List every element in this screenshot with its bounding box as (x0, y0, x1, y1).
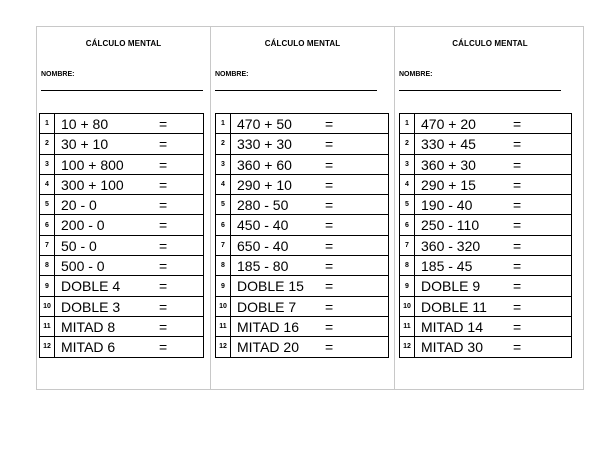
exercise-expression: 330 + 30 (237, 136, 292, 153)
equals-sign: = (159, 156, 168, 173)
name-field-line[interactable] (41, 90, 203, 91)
exercise-number: 3 (216, 154, 231, 174)
equals-sign: = (159, 298, 168, 315)
exercise-cell[interactable] (231, 174, 389, 194)
exercise-row (40, 154, 204, 174)
exercise-cell[interactable] (231, 195, 389, 215)
exercise-number: 3 (40, 154, 55, 174)
exercise-row (40, 195, 204, 215)
exercise-cell[interactable] (415, 337, 572, 357)
exercise-expression: 360 + 60 (237, 156, 292, 173)
column-divider (210, 27, 211, 389)
equals-sign: = (513, 217, 522, 234)
exercise-number: 10 (400, 296, 415, 316)
exercise-cell[interactable] (55, 276, 204, 296)
equals-sign: = (325, 217, 334, 234)
equals-sign: = (513, 298, 522, 315)
exercise-cell[interactable] (55, 337, 204, 357)
exercise-number: 7 (40, 235, 55, 255)
exercise-number: 12 (40, 337, 55, 357)
exercise-expression: 185 - 80 (237, 258, 289, 275)
exercise-cell[interactable] (415, 276, 572, 296)
equals-sign: = (325, 136, 334, 153)
exercise-row (400, 256, 572, 276)
exercise-number: 9 (40, 276, 55, 296)
exercise-expression: MITAD 14 (421, 318, 483, 335)
equals-sign: = (159, 116, 168, 132)
exercise-expression: DOBLE 15 (237, 278, 304, 295)
exercise-cell[interactable] (231, 337, 389, 357)
equals-sign: = (513, 318, 522, 335)
exercise-row (400, 154, 572, 174)
exercise-cell[interactable] (231, 134, 389, 154)
exercise-row (40, 256, 204, 276)
exercise-expression: 650 - 40 (237, 237, 289, 254)
exercise-row (400, 174, 572, 194)
exercise-cell[interactable] (415, 114, 572, 134)
equals-sign: = (325, 116, 334, 132)
exercise-cell[interactable] (415, 134, 572, 154)
name-label: NOMBRE: (215, 71, 249, 78)
exercise-cell[interactable] (231, 215, 389, 235)
exercise-expression: 50 - 0 (61, 237, 97, 254)
equals-sign: = (325, 318, 334, 335)
exercise-cell[interactable] (231, 114, 389, 134)
exercise-cell[interactable] (415, 174, 572, 194)
exercise-row (400, 215, 572, 235)
exercise-cell[interactable] (415, 235, 572, 255)
equals-sign: = (325, 197, 334, 214)
exercise-row (40, 134, 204, 154)
exercise-expression: 190 - 40 (421, 197, 473, 214)
exercise-expression: 470 + 50 (237, 116, 292, 132)
exercise-expression: 450 - 40 (237, 217, 289, 234)
exercise-row (40, 276, 204, 296)
exercise-number: 6 (216, 215, 231, 235)
exercise-row (216, 296, 389, 316)
equals-sign: = (513, 156, 522, 173)
exercise-row (400, 296, 572, 316)
exercise-number: 10 (40, 296, 55, 316)
exercise-expression: MITAD 6 (61, 339, 116, 356)
exercise-cell[interactable] (231, 235, 389, 255)
equals-sign: = (159, 136, 168, 153)
exercise-cell[interactable] (55, 195, 204, 215)
exercise-expression: 300 + 100 (61, 176, 124, 193)
exercise-row (40, 235, 204, 255)
exercise-row (216, 114, 389, 134)
exercise-row (40, 337, 204, 357)
equals-sign: = (513, 339, 522, 356)
equals-sign: = (159, 176, 168, 193)
exercise-expression: MITAD 16 (237, 318, 299, 335)
exercise-row (216, 256, 389, 276)
exercise-number: 5 (216, 195, 231, 215)
exercise-cell[interactable] (231, 154, 389, 174)
name-field-line[interactable] (215, 90, 377, 91)
exercise-cell[interactable] (415, 195, 572, 215)
exercise-cell[interactable] (231, 276, 389, 296)
exercise-expression: 20 - 0 (61, 197, 97, 214)
equals-sign: = (325, 339, 334, 356)
exercise-cell[interactable] (55, 114, 204, 134)
name-label: NOMBRE: (41, 71, 75, 78)
exercise-cell[interactable] (55, 296, 204, 316)
exercise-cell[interactable] (55, 154, 204, 174)
equals-sign: = (513, 237, 522, 254)
exercise-expression: 30 + 10 (61, 136, 109, 153)
equals-sign: = (513, 258, 522, 275)
exercise-number: 1 (216, 114, 231, 134)
exercise-expression: DOBLE 9 (421, 278, 481, 295)
equals-sign: = (325, 298, 334, 315)
worksheet-title: CÁLCULO MENTAL (264, 39, 341, 48)
column-divider (394, 27, 395, 389)
worksheet-title: CÁLCULO MENTAL (452, 39, 528, 48)
exercise-number: 11 (400, 316, 415, 336)
equals-sign: = (159, 237, 168, 254)
exercise-expression: 100 + 800 (61, 156, 124, 173)
exercise-number: 4 (216, 174, 231, 194)
equals-sign: = (325, 237, 334, 254)
equals-sign: = (513, 197, 522, 214)
exercise-row (400, 316, 572, 336)
exercise-number: 7 (216, 235, 231, 255)
exercise-row (400, 337, 572, 357)
exercise-cell[interactable] (55, 174, 204, 194)
equals-sign: = (159, 217, 168, 234)
exercise-expression: DOBLE 3 (61, 298, 121, 315)
exercise-number: 9 (216, 276, 231, 296)
exercise-number: 8 (40, 256, 55, 276)
exercise-number: 1 (40, 114, 55, 134)
exercise-number: 8 (216, 256, 231, 276)
exercise-cell[interactable] (415, 256, 572, 276)
exercise-cell[interactable] (231, 256, 389, 276)
exercise-expression: DOBLE 11 (421, 298, 487, 315)
exercise-row (216, 215, 389, 235)
exercise-expression: DOBLE 4 (61, 278, 121, 295)
exercise-row (216, 235, 389, 255)
exercise-row (40, 215, 204, 235)
exercise-number: 6 (400, 215, 415, 235)
equals-sign: = (325, 278, 334, 295)
equals-sign: = (325, 258, 334, 275)
exercise-expression: 360 + 30 (421, 156, 476, 173)
exercise-expression: MITAD 20 (237, 339, 299, 356)
exercise-number: 11 (40, 316, 55, 336)
exercise-cell[interactable] (55, 134, 204, 154)
equals-sign: = (159, 278, 168, 295)
exercise-expression: 500 - 0 (61, 258, 105, 275)
equals-sign: = (325, 176, 334, 193)
equals-sign: = (513, 136, 522, 153)
exercise-table (399, 113, 572, 358)
exercise-row (216, 154, 389, 174)
equals-sign: = (513, 176, 522, 193)
exercise-number: 9 (400, 276, 415, 296)
exercise-row (216, 337, 389, 357)
exercise-expression: MITAD 30 (421, 339, 483, 356)
exercise-expression: 360 - 320 (421, 237, 481, 254)
equals-sign: = (159, 339, 168, 356)
exercise-row (40, 316, 204, 336)
exercise-number: 2 (216, 134, 231, 154)
worksheet-page (36, 26, 584, 390)
exercise-cell[interactable] (415, 316, 572, 336)
exercise-row (400, 235, 572, 255)
exercise-number: 12 (216, 337, 231, 357)
exercise-row (40, 174, 204, 194)
exercise-number: 5 (40, 195, 55, 215)
exercise-number: 11 (216, 316, 231, 336)
equals-sign: = (159, 197, 168, 214)
exercise-number: 2 (40, 134, 55, 154)
equals-sign: = (513, 278, 522, 295)
exercise-cell[interactable] (55, 256, 204, 276)
exercise-row (216, 316, 389, 336)
exercise-table (39, 113, 204, 358)
exercise-cell[interactable] (231, 296, 389, 316)
exercise-row (400, 276, 572, 296)
exercise-row (216, 174, 389, 194)
exercise-row (40, 296, 204, 316)
exercise-row (216, 134, 389, 154)
exercise-expression: 250 - 110 (421, 217, 480, 234)
exercise-expression: 290 + 15 (421, 176, 476, 193)
exercise-expression: 185 - 45 (421, 258, 473, 275)
exercise-expression: 290 + 10 (237, 176, 292, 193)
exercise-number: 2 (400, 134, 415, 154)
exercise-number: 12 (400, 337, 415, 357)
exercise-expression: 470 + 20 (421, 116, 476, 132)
exercise-row (400, 195, 572, 215)
exercise-row (40, 114, 204, 134)
exercise-number: 7 (400, 235, 415, 255)
worksheet-title: CÁLCULO MENTAL (85, 39, 162, 48)
equals-sign: = (513, 116, 522, 132)
exercise-number: 10 (216, 296, 231, 316)
exercise-number: 1 (400, 114, 415, 134)
exercise-expression: MITAD 8 (61, 318, 116, 335)
exercise-cell[interactable] (231, 316, 389, 336)
equals-sign: = (325, 156, 334, 173)
exercise-row (216, 276, 389, 296)
name-label: NOMBRE: (399, 71, 433, 78)
exercise-number: 3 (400, 154, 415, 174)
exercise-number: 4 (400, 174, 415, 194)
exercise-cell[interactable] (415, 296, 572, 316)
name-field-line[interactable] (399, 90, 561, 91)
exercise-expression: 10 + 80 (61, 116, 109, 132)
exercise-expression: 330 + 45 (421, 136, 476, 153)
exercise-number: 8 (400, 256, 415, 276)
equals-sign: = (159, 258, 168, 275)
exercise-expression: DOBLE 7 (237, 298, 297, 315)
exercise-table (215, 113, 389, 358)
exercise-expression: 200 - 0 (61, 217, 105, 234)
exercise-cell[interactable] (55, 316, 204, 336)
exercise-cell[interactable] (55, 235, 204, 255)
equals-sign: = (159, 318, 168, 335)
exercise-cell[interactable] (415, 215, 572, 235)
exercise-cell[interactable] (55, 215, 204, 235)
exercise-number: 6 (40, 215, 55, 235)
exercise-number: 5 (400, 195, 415, 215)
exercise-number: 4 (40, 174, 55, 194)
exercise-cell[interactable] (415, 154, 572, 174)
exercise-row (216, 195, 389, 215)
exercise-row (400, 114, 572, 134)
exercise-expression: 280 - 50 (237, 197, 289, 214)
exercise-row (400, 134, 572, 154)
